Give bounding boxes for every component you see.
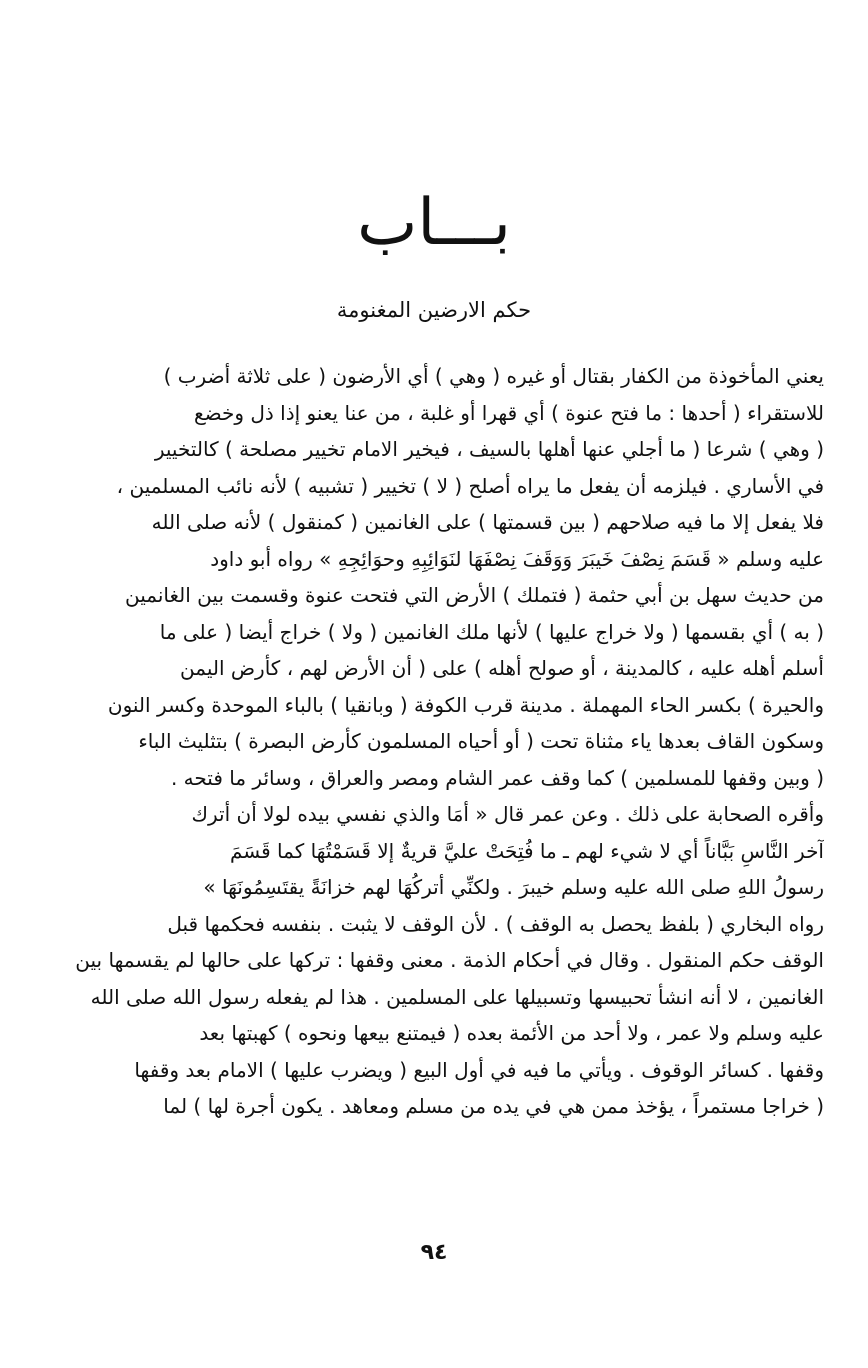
body-line: الغانمين ، لا أنه انشأ تحبيسها وتسبيلها على المسلمين . هذا لم يفعله رسول الله صلى الله — [90, 984, 824, 1009]
section-title: حكم الارضين المغنومة — [336, 298, 532, 322]
body-line: من حديث سهل بن أبي حثمة ( فتملك ) الأرض التي فتحت عنوة وقسمت بين الغانمين — [125, 583, 824, 607]
body-line: عليه وسلم « قَسَمَ نِصْفَ خَيبَرَ وَوَقَفَ نِصْفَهَا لنَوَائِبِهِ وحوَائِجِهِ » رواه أبو داود — [210, 546, 824, 571]
body-line: أسلم أهله عليه ، كالمدينة ، أو صولح أهله ) على ( أن الأرض لهم ، كأرض اليمن — [180, 656, 824, 680]
body-line: الوقف حكم المنقول . وقال في أحكام الذمة . معنى وقفها : تركها على حالها لم يقسمها بين — [75, 948, 824, 972]
body-line: ( وهي ) شرعا ( ما أجلي عنها أهلها بالسيف ، فيخير الامام تخيير مصلحة ) كالتخيير — [154, 437, 824, 461]
body-line: وأقره الصحابة على ذلك . وعن عمر قال « أمَا والذي نفسي بيده لولا أن أترك — [191, 802, 824, 826]
body-line: في الأساري . فيلزمه أن يفعل ما يراه أصلح ( لا ) تخيير ( تشبيه ) لأنه نائب المسلمين ، — [116, 473, 824, 498]
page-number: ٩٤ — [420, 1240, 448, 1265]
body-line: فلا يفعل إلا ما فيه صلاحهم ( بين قسمتها ) على الغانمين ( كمنقول ) لأنه صلى الله — [151, 510, 824, 534]
chapter-heading: بـــاب — [357, 186, 511, 260]
body-line: والحيرة ) بكسر الحاء المهملة . مدينة قرب الكوفة ( وبانقيا ) بالباء الموحدة وكسر النون — [107, 692, 824, 717]
body-line: عليه وسلم ولا عمر ، ولا أحد من الأئمة بعده ( فيمتنع بيعها ونحوه ) كهبتها بعد — [199, 1021, 824, 1045]
body-line: ( خراجا مستمراً ، يؤخذ ممن هي في يده من مسلم ومعاهد . يكون أجرة لها ) لما — [163, 1094, 824, 1118]
body-line: آخر النَّاسِ بَبَّاناً أي لا شيء لهم ـ ما فُتِحَتْ عليَّ قريةٌ إلا قَسَمْتُهَا كما قَسَمَ — [229, 838, 824, 863]
body-line: وقفها . كسائر الوقوف . ويأتي ما فيه في أول البيع ( ويضرب عليها ) الامام بعد وقفها — [134, 1057, 824, 1082]
body-line: للاستقراء ( أحدها : ما فتح عنوة ) أي قهرا أو غلبة ، من عنا يعنو إذا ذل وخضع — [194, 400, 824, 425]
body-line: ( وبين وقفها للمسلمين ) كما وقف عمر الشام ومصر والعراق ، وسائر ما فتحه . — [170, 765, 824, 790]
body-line: رواه البخاري ( بلفظ يحصل به الوقف ) . لأن الوقف لا يثبت . بنفسه فحكمها قبل — [167, 911, 824, 936]
body-text — [44, 358, 824, 1125]
body-line: يعني المأخوذة من الكفار بقتال أو غيره ( وهي ) أي الأرضون ( على ثلاثة أضرب ) — [163, 364, 824, 388]
body-line: رسولُ اللهِ صلى الله عليه وسلم خيبرَ . ولكنِّي أتركُهَا لهم خزانَةً يقتَسِمُونَهَا » — [203, 875, 824, 899]
body-line: ( به ) أي بقسمها ( ولا خراج عليها ) لأنها ملك الغانمين ( ولا ) خراج أيضا ( على ما — [159, 619, 824, 644]
body-line: وسكون القاف بعدها ياء مثناة تحت ( أو أحياه المسلمون كأرض البصرة ) بتثليث الباء — [138, 729, 824, 753]
